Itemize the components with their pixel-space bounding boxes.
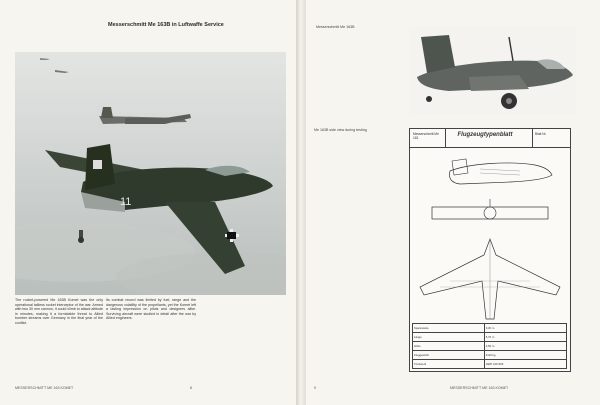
- spec-value: 5,70 m: [484, 333, 566, 342]
- folio-left: MESSERSCHMITT ME 163 KOMET: [15, 386, 74, 390]
- spec-table: [412, 323, 567, 369]
- spec-label: Höhe: [413, 342, 485, 351]
- card-header-left: Messerschmitt Me 163: [413, 132, 439, 140]
- spec-label: Spannweite: [413, 324, 485, 333]
- spec-row: [413, 342, 567, 351]
- top-caption: Messerschmitt Me 163B: [316, 25, 355, 29]
- page-number-right: 9: [314, 386, 316, 390]
- card-title: Flugzeugtypenblatt: [457, 132, 513, 138]
- spec-value: 9,30 m: [484, 324, 566, 333]
- headline: Messerschmitt Me 163B in Luftwaffe Service: [108, 22, 224, 28]
- side-photo-komet: [409, 27, 576, 115]
- body-text-col1: The rocket-powered Me 163B Komet was the only operational tailless rocket interceptor of the war. Armed with two 30 mm cannon, it could climb to attack altitude in minutes, making it a formidable threat to Allied bomber streams over Germany in the final year of the conflict.: [15, 298, 103, 325]
- three-view-drawing: [410, 149, 570, 325]
- svg-text:11: 11: [120, 196, 132, 208]
- left-page: [0, 0, 298, 405]
- spec-row: [413, 324, 567, 333]
- spec-row: [413, 333, 567, 342]
- spec-label: Triebwerk: [413, 360, 485, 369]
- card-header-right: Blatt Nr.: [535, 132, 547, 136]
- body-text-col2: Its combat record was limited by fuel, range and the dangerous volatility of the propellants, yet the Komet left a lasting impression on pilots and designers alike. Surviving aircraft were studied in detail after the war by Allied engineers.: [106, 298, 196, 321]
- main-photo-komet-bomber: [15, 52, 286, 295]
- folio-right: MESSERSCHMITT ME 163 KOMET: [450, 386, 509, 390]
- spec-value: 2,50 m: [484, 342, 566, 351]
- spec-row: [413, 360, 567, 369]
- spec-value: HWK 109-509: [484, 360, 566, 369]
- spec-label: Länge: [413, 333, 485, 342]
- spec-row: [413, 351, 567, 360]
- spec-label: Fluggewicht: [413, 351, 485, 360]
- spec-value: 4110 kg: [484, 351, 566, 360]
- page-number-left: 8: [190, 386, 192, 390]
- photo-caption: Me 163B side view during testing: [314, 128, 367, 132]
